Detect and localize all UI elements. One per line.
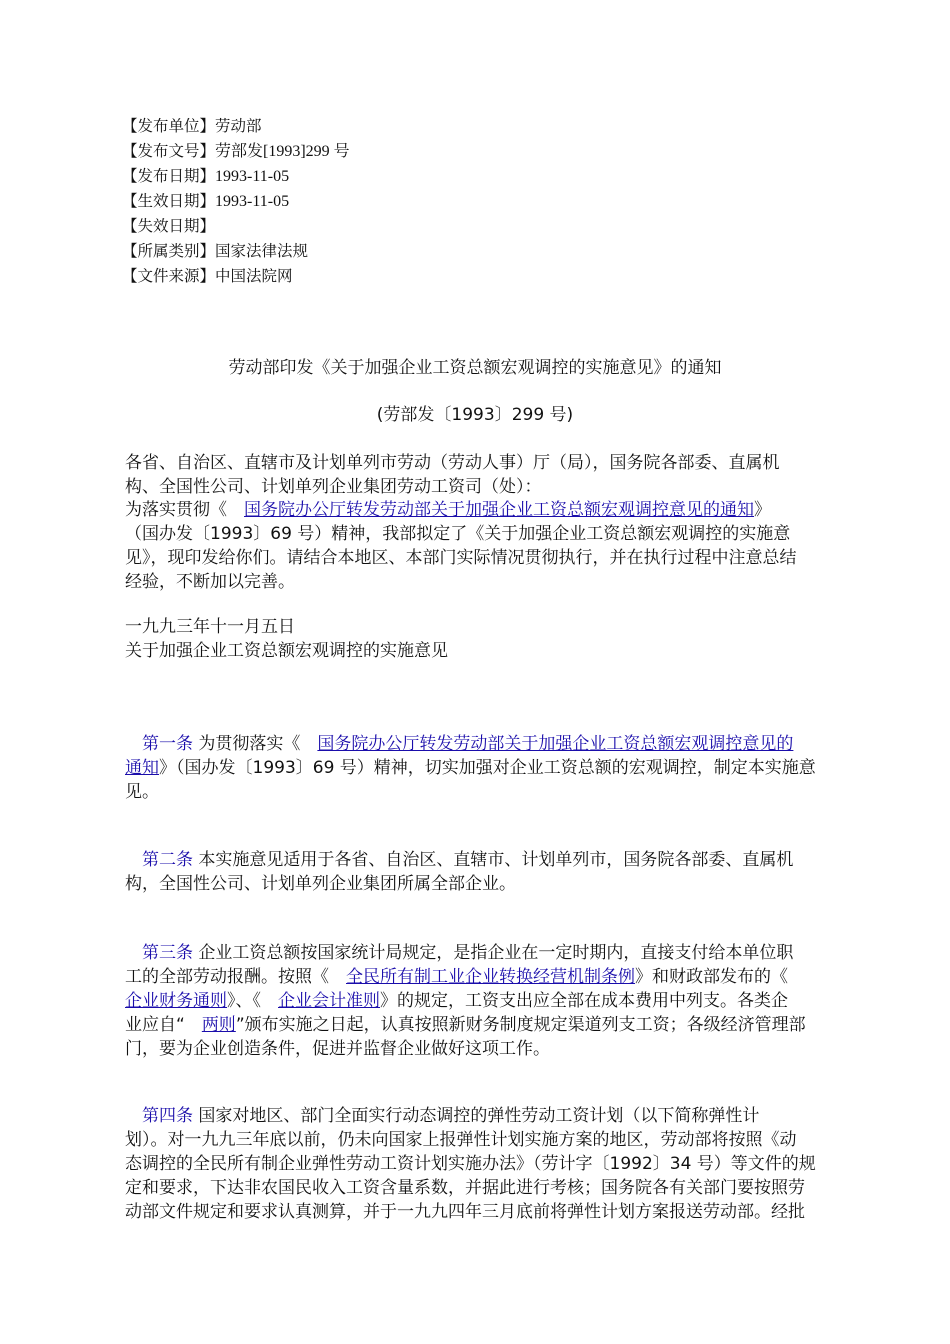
article-label: 第一条 (142, 734, 193, 754)
article-4: 第四条 国家对地区、部门全面实行动态调控的弹性劳动工资计划（以下简称弹性计 划）。对一九九三年底以前，仍未向国家上报弹性计划实施方案的地区，劳动部将按照《动 态调控的全民所有制企业弹性劳动工资计划实施办法》（劳计字〔1992〕34 号）等文件的规 定和要求，下达非农国民收入工资含量系数，并据此进行考核；国务院各有关部门要按照劳 动部文件规定和要求认真测算，并于一九九四年三月底前将弹性计划方案报送劳动部。经批 (125, 1106, 816, 1222)
sub-title: 关于加强企业工资总额宏观调控的实施意见 (125, 641, 448, 661)
link-state-council-notice[interactable]: 国务院办公厅转发劳动部关于加强企业工资总额宏观调控意见的通知 (244, 500, 754, 520)
addressee: 各省、自治区、直辖市及计划单列市劳动（劳动人事）厅（局），国务院各部委、直属机 构、全国性公司、计划单列企业集团劳动工资司（处）： (125, 453, 780, 497)
article-1: 第一条 为贯彻落实《 国务院办公厅转发劳动部关于加强企业工资总额宏观调控意见的 通知》（国办发〔1993〕69 号）精神，切实加强对企业工资总额的宏观调控，制定本实施意 见。 (125, 734, 816, 802)
link-two-rules[interactable]: 两则 (201, 1015, 236, 1035)
document-number: (劳部发〔1993〕299 号) (376, 405, 574, 425)
link-notice-continued[interactable]: 通知 (125, 758, 159, 778)
article-2: 第二条 本实施意见适用于各省、自治区、直辖市、计划单列市，国务院各部委、直属机 构，全国性公司、计划单列企业集团所属全部企业。 (125, 850, 794, 894)
sign-off (125, 615, 835, 663)
link-enterprise-regulation[interactable]: 全民所有制工业企业转换经营机制条例 (346, 967, 635, 987)
meta-issuer: 【发布单位】劳动部 (122, 117, 262, 135)
meta-effective-date: 【生效日期】1993-11-05 (122, 192, 290, 210)
meta-issue-date: 【发布日期】1993-11-05 (122, 167, 290, 185)
meta-source: 【文件来源】中国法院网 (122, 267, 293, 285)
meta-doc-number: 【发布文号】劳部发[1993]299 号 (122, 142, 350, 160)
meta-category: 【所属类别】国家法律法规 (122, 242, 309, 260)
metadata-block (122, 114, 350, 289)
meta-expiry-date: 【失效日期】 (122, 217, 216, 235)
document-title: 劳动部印发《关于加强企业工资总额宏观调控的实施意见》的通知 (228, 358, 722, 378)
link-accounting-standards[interactable]: 企业会计准则 (278, 991, 380, 1011)
article-label: 第四条 (142, 1106, 193, 1126)
intro-paragraph: 为落实贯彻《 国务院办公厅转发劳动部关于加强企业工资总额宏观调控意见的通知》 （国办发〔1993〕69 号）精神，我部拟定了《关于加强企业工资总额宏观调控的实施意 见》，现印发给你们。请结合本地区、本部门实际情况贯彻执行，并在执行过程中注意总结 经验，不断加以完善。 (125, 500, 797, 592)
article-label: 第二条 (142, 850, 193, 870)
article-label: 第三条 (142, 943, 193, 963)
link-state-council-notice-2[interactable]: 国务院办公厅转发劳动部关于加强企业工资总额宏观调控意见的 (317, 734, 794, 754)
link-financial-rules[interactable]: 企业财务通则 (125, 991, 227, 1011)
sign-date: 一九九三年十一月五日 (125, 617, 295, 637)
article-3: 第三条 企业工资总额按国家统计局规定，是指企业在一定时期内，直接支付给本单位职 工的全部劳动报酬。按照《 全民所有制工业企业转换经营机制条例》和财政部发布的《 企业财务通则》、《 企业会计准则》的规定，工资支出应全部在成本费用中列支。各类企 业应自“ 两则”颁布实施之日起，认真按照新财务制度规定渠道列支工资；各级经济管理部 门，要为企业创造条件，促进并监督企业做好这项工作。 (125, 943, 806, 1059)
